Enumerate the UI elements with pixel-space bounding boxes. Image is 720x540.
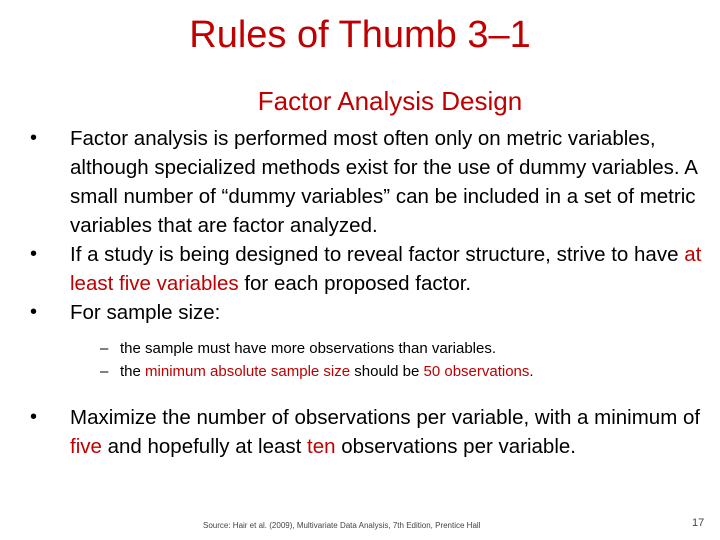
bullet-text: If a study is being designed to reveal factor structure, strive to have (70, 243, 685, 266)
bullet-text: and hopefully at least (101, 435, 308, 458)
bullet-dot-icon: • (30, 301, 38, 323)
bullet-text: For sample size: (70, 301, 221, 324)
dash-icon: – (100, 363, 109, 380)
bullet-highlight: ten (307, 435, 336, 458)
sub-bullet-text: the (120, 363, 146, 380)
footer-source: Source: Hair et al. (2009), Multivariate Data Analysis, 7th Edition, Prentice Hall (203, 521, 481, 530)
sub-bullet-item (70, 337, 704, 360)
bullet-text: Factor analysis is performed most often only on metric variables, although specialized methods exist for the use of dummy variables. A small number of “dummy variables” can be included in a set of metric variables that are factor analyzed. (70, 127, 697, 237)
sub-bullet-text: should be (350, 363, 424, 380)
bullet-highlight: five (70, 435, 102, 458)
bullet-dot-icon: • (30, 243, 38, 265)
bullet-item (24, 124, 704, 240)
slide-subtitle: Factor Analysis Design (257, 86, 523, 116)
page-number: 17 (692, 517, 705, 529)
bullet-item (24, 298, 704, 327)
bullet-text: for each proposed factor. (238, 272, 472, 295)
bullet-item (24, 240, 704, 298)
sub-bullet-container (24, 337, 704, 383)
bullet-dot-icon: • (30, 127, 38, 149)
bullet-dot-icon: • (30, 406, 38, 428)
bullet-text: observations per variable. (335, 435, 576, 458)
sub-bullet-list (70, 337, 704, 383)
sub-bullet-text: . (529, 363, 534, 380)
sub-bullet-text: the sample must have more observations than variables. (120, 340, 497, 357)
slide-title: Rules of Thumb 3–1 (189, 14, 531, 56)
sub-bullet-highlight: 50 observations (423, 363, 530, 380)
sub-bullet-highlight: minimum absolute sample size (145, 363, 351, 380)
bullet-highlight: at least five variables (70, 243, 702, 295)
bullet-text: Maximize the number of observations per variable, with a minimum of (70, 406, 701, 429)
sub-bullet-item (70, 360, 704, 383)
dash-icon: – (100, 340, 109, 357)
bullet-list (24, 124, 704, 461)
bullet-item (24, 403, 704, 461)
